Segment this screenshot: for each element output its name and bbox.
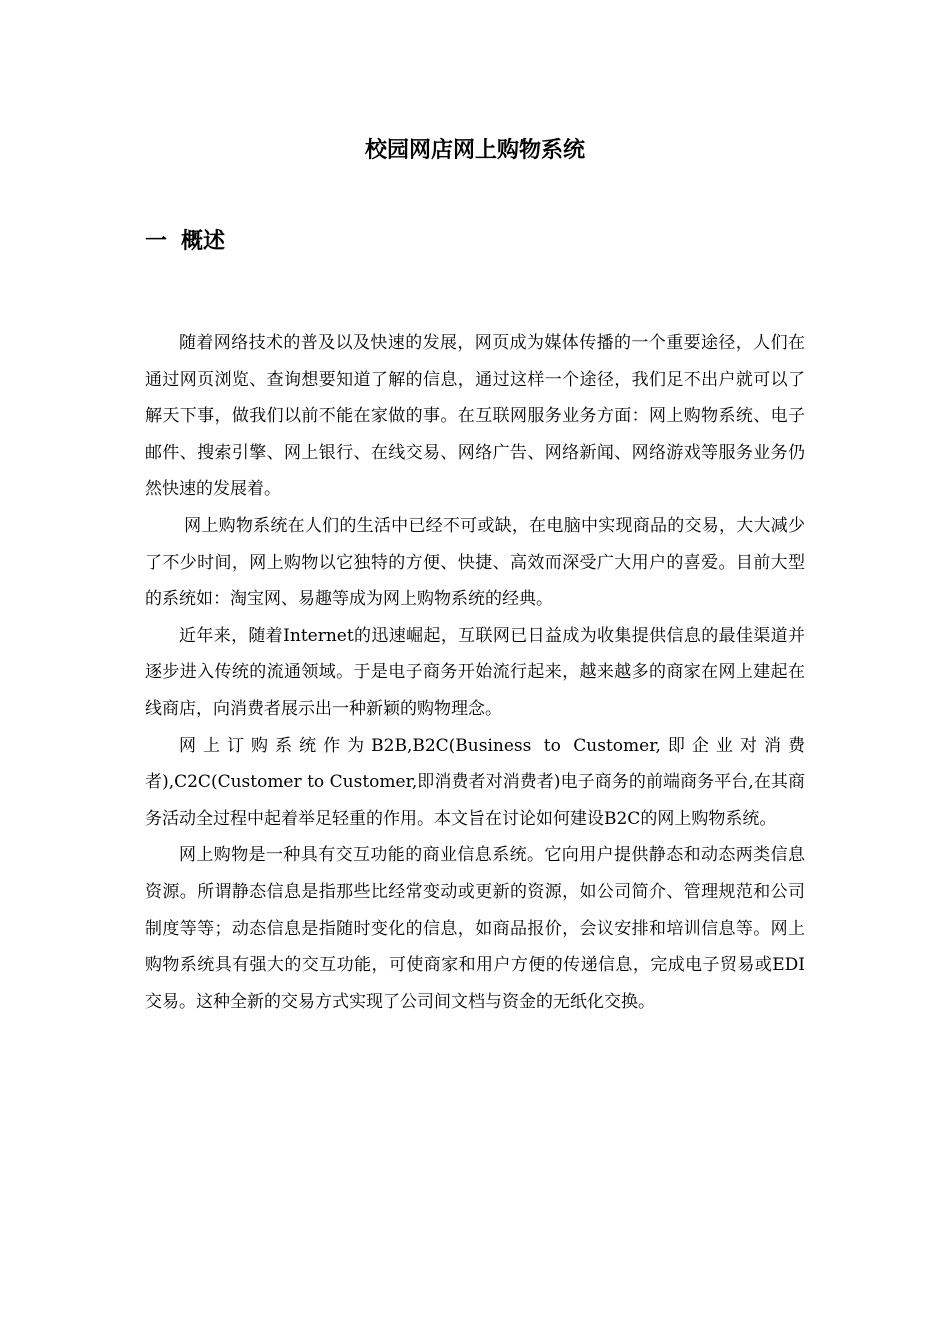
paragraph-online-shopping: 网上购物系统在人们的生活中已经不可或缺，在电脑中实现商品的交易，大大减少了不少时间，网上购物以它独特的方便、快捷、高效而深受广大用户的喜爱。目前大型的系统如：淘宝网、易趣等成为网上购物系统的经典。 (145, 515, 805, 610)
paragraph-ordering-system: 网上订购系统作为B2B,B2C(Business to Customer,即企业对消费者),C2C(Customer to Customer,即消费者对消费者)电子商务的前端商务平台,在其商务活动全过程中起着举足轻重的作用。本文旨在讨论如何建设B2C的网上购物系统。 (145, 735, 805, 829)
section-heading-text: 概述 (181, 229, 226, 254)
document-title: 校园网店网上购物系统 (364, 138, 585, 163)
paragraph-internet-rise: 近年来，随着Internet的迅速崛起，互联网已日益成为收集提供信息的最佳渠道并逐步进入传统的流通领域。于是电子商务开始流行起来，越来越多的商家在网上建起在线商店，向消费者展示出一种新颖的购物理念。 (145, 625, 805, 719)
body-text (145, 325, 805, 1020)
section-number: 一 (145, 229, 168, 254)
section-heading (145, 224, 225, 260)
paragraph-intro: 随着网络技术的普及以及快速的发展，网页成为媒体传播的一个重要途径，人们在通过网页浏览、查询想要知道了解的信息，通过这样一个途径，我们足不出户就可以了解天下事，做我们以前不能在家做的事。在互联网服务业务方面：网上购物系统、电子邮件、搜索引擎、网上银行、在线交易、网络广告、网络新闻、网络游戏等服务业务仍然快速的发展着。 (145, 333, 805, 500)
paragraph-interactive-system: 网上购物是一种具有交互功能的商业信息系统。它向用户提供静态和动态两类信息资源。所谓静态信息是指那些比经常变动或更新的资源，如公司简介、管理规范和公司制度等等；动态信息是指随时变化的信息，如商品报价，会议安排和培训信息等。网上购物系统具有强大的交互功能，可使商家和用户方便的传递信息，完成电子贸易或EDI交易。这种全新的交易方式实现了公司间文档与资金的无纸化交换。 (145, 845, 805, 1012)
